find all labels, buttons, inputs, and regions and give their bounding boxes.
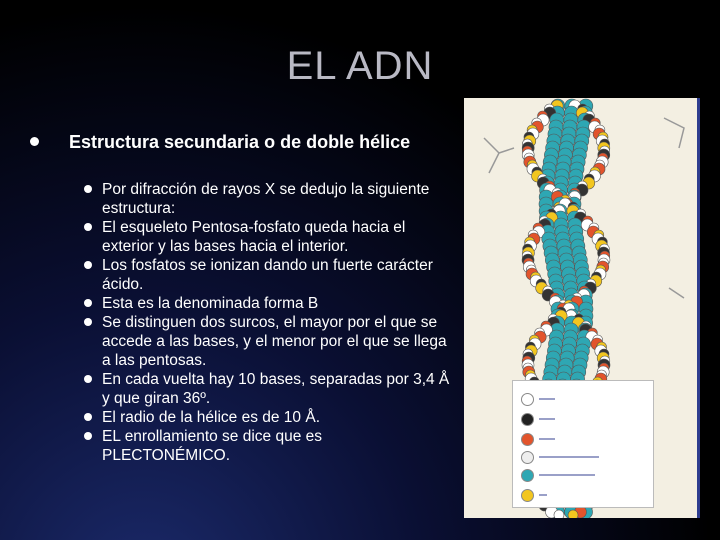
atom	[554, 510, 564, 518]
bullet-icon	[84, 375, 92, 383]
main-bullet	[30, 132, 410, 153]
atom	[568, 510, 578, 518]
bullet-icon	[84, 299, 92, 307]
dna-figure	[464, 98, 700, 518]
bullet-icon	[84, 432, 92, 440]
bullet-icon	[84, 223, 92, 231]
bullet-icon	[84, 413, 92, 421]
figure-legend	[512, 380, 654, 508]
sub-bullet: En cada vuelta hay 10 bases, separadas por 3,4 Å y que giran 36º.	[84, 370, 454, 408]
sub-bullet: Esta es la denominada forma B	[84, 294, 454, 313]
sub-bullet: Por difracción de rayos X se dedujo la siguiente estructura:	[84, 180, 454, 218]
sub-bullet: El radio de la hélice es de 10 Å.	[84, 408, 454, 427]
bullet-icon	[84, 261, 92, 269]
sub-bullet: El esqueleto Pentosa-fosfato queda hacia el exterior y las bases hacia el interior.	[84, 218, 454, 256]
main-bullet-text: Estructura secundaria o de doble hélice	[69, 132, 411, 152]
sub-bullet: Los fosfatos se ionizan dando un fuerte carácter ácido.	[84, 256, 454, 294]
bullet-icon	[30, 137, 39, 146]
sub-bullet: Se distinguen dos surcos, el mayor por el que se accede a las bases, y el menor por el que se llega a las pentosas.	[84, 313, 454, 370]
sub-bullet: EL enrollamiento se dice que es PLECTONÉMICO.	[84, 427, 454, 465]
sub-bullet-list	[84, 180, 454, 465]
slide-title: EL ADN	[286, 44, 434, 88]
bullet-icon	[84, 318, 92, 326]
figure-edge	[697, 98, 700, 518]
bullet-icon	[84, 185, 92, 193]
